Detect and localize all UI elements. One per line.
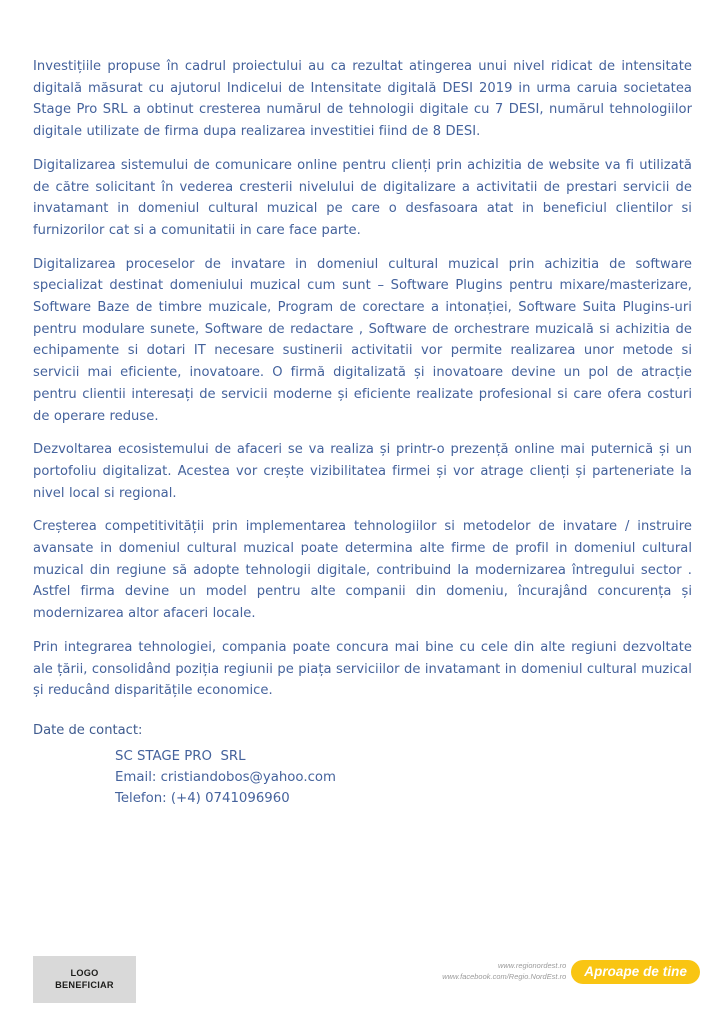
contact-details — [115, 746, 692, 809]
paragraph-6: Prin integrarea tehnologiei, compania poate concura mai bine cu cele din alte regiuni dezvoltate ale țării, consolidând poziția regiunii pe piața serviciilor de invatamant in domeniul cultural muzical și reducând disparitățile economice. — [33, 639, 692, 699]
contact-company: SC STAGE PRO SRL — [115, 748, 246, 764]
document-body — [33, 56, 692, 809]
facebook-url[interactable]: www.facebook.com/Regio.NordEst.ro — [442, 971, 567, 981]
paragraph-5: Creșterea competitivității prin implementarea tehnologiilor si metodelor de invatare / instruire avansate in domeniul cultural muzical poate determina alte firme de profil in domeniul cultural muzical din regiune să adopte tehnologii digitale, contribuind la modernizarea întregului sector . Astfel firma devine un model pentru alte companii din domeniu, încurajând concurența și modernizarea altor afaceri locale. — [33, 519, 692, 622]
contact-phone: Telefon: (+4) 0741096960 — [115, 790, 290, 806]
logo-placeholder-line-2: BENEFICIAR — [55, 980, 114, 990]
aproape-de-tine-badge — [571, 960, 700, 984]
website-url[interactable]: www.regionordest.ro — [497, 961, 567, 971]
contact-heading: Date de contact: — [33, 722, 143, 738]
paragraph-1: Investițiile propuse în cadrul proiectului au ca rezultat atingerea unui nivel ridicat de intensitate digitală măsurat cu ajutorul Indicelui de Intensitate digitală DESI 2019 in urma caruia societatea Stage Pro SRL a obtinut cresterea numărul de tehnologii digitale cu 7 DESI, numărul tehnologiilor digitale utilizate de firma dupa realizarea investitiei fiind de 8 DESI. — [33, 59, 692, 140]
page-footer — [0, 930, 724, 1024]
paragraph-4: Dezvoltarea ecosistemului de afaceri se va realiza și printr-o prezență online mai puternică și un portofoliu digitalizat. Acestea vor crește vizibilitatea firmei și vor atrage clienți și parteneriate la nivel local si regional. — [33, 442, 692, 501]
contact-email: Email: cristiandobos@yahoo.com — [115, 769, 336, 785]
paragraph-2: Digitalizarea sistemului de comunicare online pentru clienți prin achizitia de website va fi utilizată de către solicitant în vederea cresterii nivelului de digitalizare a activitatii de prestari servicii de invatamant in domeniul cultural muzical pe care o desfasoara atat in beneficiul clientilor si furnizorilor cat si a comunitatii in care face parte. — [33, 157, 692, 238]
paragraph-3: Digitalizarea proceselor de invatare in domeniul cultural muzical prin achizitia de software specializat destinat domeniului muzical cum sunt – Software Plugins pentru mixare/masterizare, Software Baze de timbre muzicale, Program de corectare a intonației, Software Suita Plugins-uri pentru modulare sunete, Software de redactare , Software de orchestrare muzicală si achizitia de echipamente si dotari IT necesare sustinerii activitatii vor permite realizarea unor metode si servicii mai eficiente, inovatoare. O firmă digitalizată și inovatoare devine un pol de atracție pentru clientii interesați de servicii moderne și eficiente realizate profesional si care ofera costuri de operare reduse. — [33, 256, 692, 424]
regio-branding — [442, 960, 700, 984]
beneficiary-logo-placeholder — [33, 956, 136, 1003]
badge-label: Aproape de tine — [584, 964, 687, 979]
footer-urls — [442, 961, 566, 983]
logo-placeholder-line-1: LOGO — [70, 968, 99, 978]
